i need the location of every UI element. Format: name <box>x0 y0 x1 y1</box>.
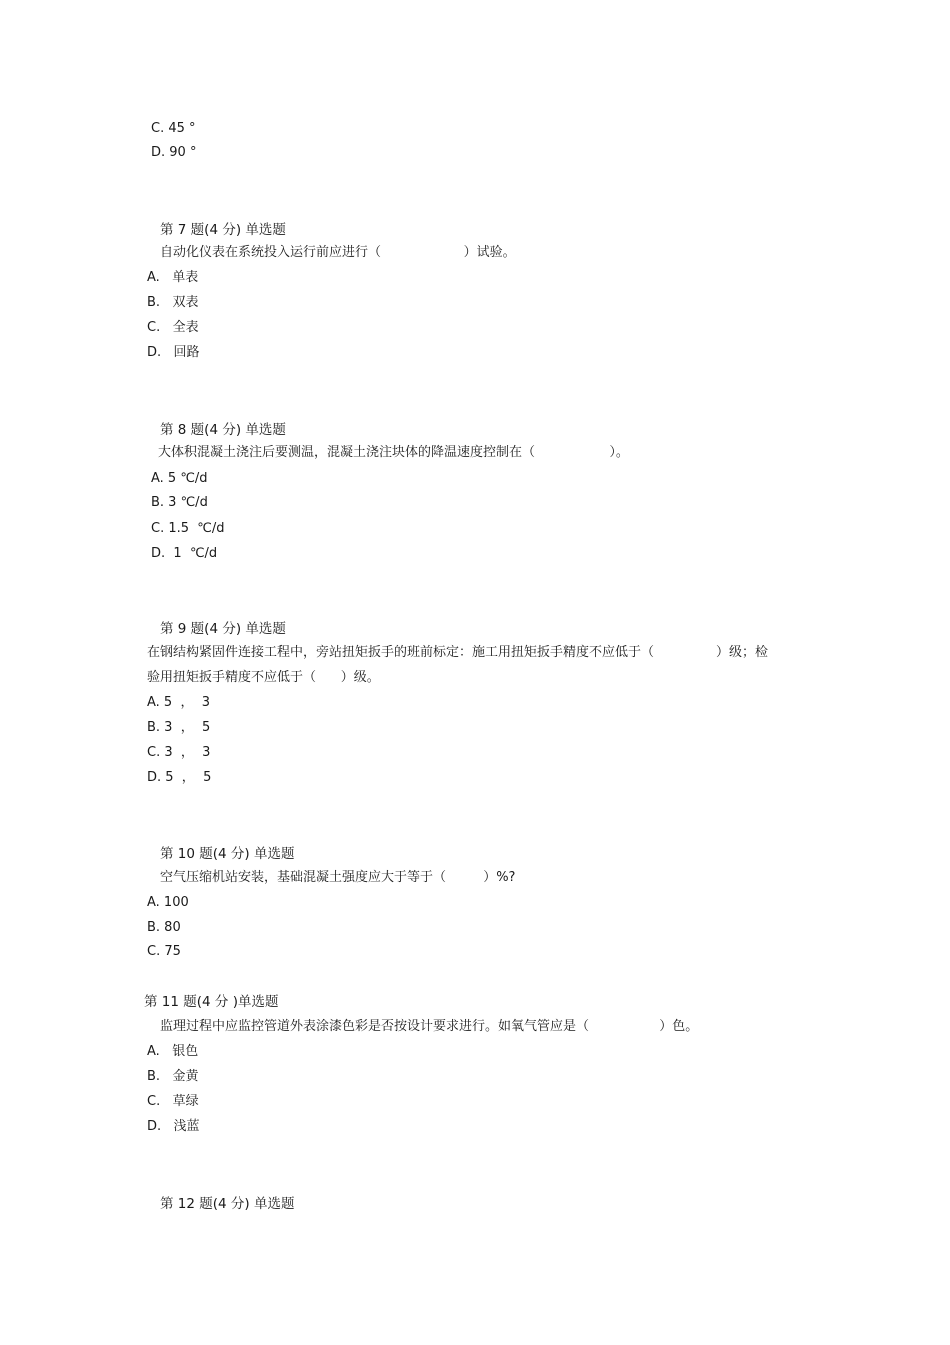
question-9-option-a: A. 5 ， 3 <box>147 695 211 710</box>
question-8-option-d: D. 1 ℃/d <box>151 546 218 561</box>
question-8-header: 第 8 题(4 分) 单选题 <box>160 422 286 438</box>
question-7-stem: 自动化仪表在系统投入运行前应进行（ ）试验。 <box>160 245 516 260</box>
question-8-option-c: C. 1.5 ℃/d <box>151 521 225 536</box>
option-d: D. 90 ° <box>151 145 197 160</box>
question-8-option-a: A. 5 ℃/d <box>151 471 208 486</box>
question-8-stem: 大体积混凝土浇注后要测温，混凝土浇注块体的降温速度控制在（ ）。 <box>158 445 629 460</box>
question-7-option-a: A. 单表 <box>147 270 199 285</box>
question-11-option-c: C. 草绿 <box>147 1094 199 1109</box>
question-10-option-c: C. 75 <box>147 944 181 959</box>
question-10-option-b: B. 80 <box>147 920 181 935</box>
question-10-option-a: A. 100 <box>147 895 189 910</box>
question-11-header: 第 11 题(4 分 )单选题 <box>144 994 279 1010</box>
question-11-option-b: B. 金黄 <box>147 1069 199 1084</box>
option-c: C. 45 ° <box>151 121 196 136</box>
question-10-header: 第 10 题(4 分) 单选题 <box>160 846 295 862</box>
question-9-option-d: D. 5 ， 5 <box>147 770 212 785</box>
question-7-option-d: D. 回路 <box>147 345 200 360</box>
question-7-option-b: B. 双表 <box>147 295 199 310</box>
question-8-option-b: B. 3 ℃/d <box>151 495 208 510</box>
question-9-option-c: C. 3 ， 3 <box>147 745 211 760</box>
question-9-stem-line-2: 验用扭矩扳手精度不应低于（ ）级。 <box>147 670 380 685</box>
question-7-option-c: C. 全表 <box>147 320 199 335</box>
question-9-header: 第 9 题(4 分) 单选题 <box>160 621 286 637</box>
question-10-stem: 空气压缩机站安装，基础混凝土强度应大于等于（ ）%? <box>160 870 516 885</box>
question-9-option-b: B. 3 ， 5 <box>147 720 211 735</box>
question-11-option-d: D. 浅蓝 <box>147 1119 200 1134</box>
question-11-option-a: A. 银色 <box>147 1044 199 1059</box>
question-12-header: 第 12 题(4 分) 单选题 <box>160 1196 295 1212</box>
question-7-header: 第 7 题(4 分) 单选题 <box>160 222 286 238</box>
question-11-stem: 监理过程中应监控管道外表涂漆色彩是否按设计要求进行。如氧气管应是（ ）色。 <box>160 1019 699 1034</box>
question-9-stem-line-1: 在钢结构紧固件连接工程中，旁站扭矩扳手的班前标定：施工用扭矩扳手精度不应低于（ ）级；检 <box>147 645 768 660</box>
